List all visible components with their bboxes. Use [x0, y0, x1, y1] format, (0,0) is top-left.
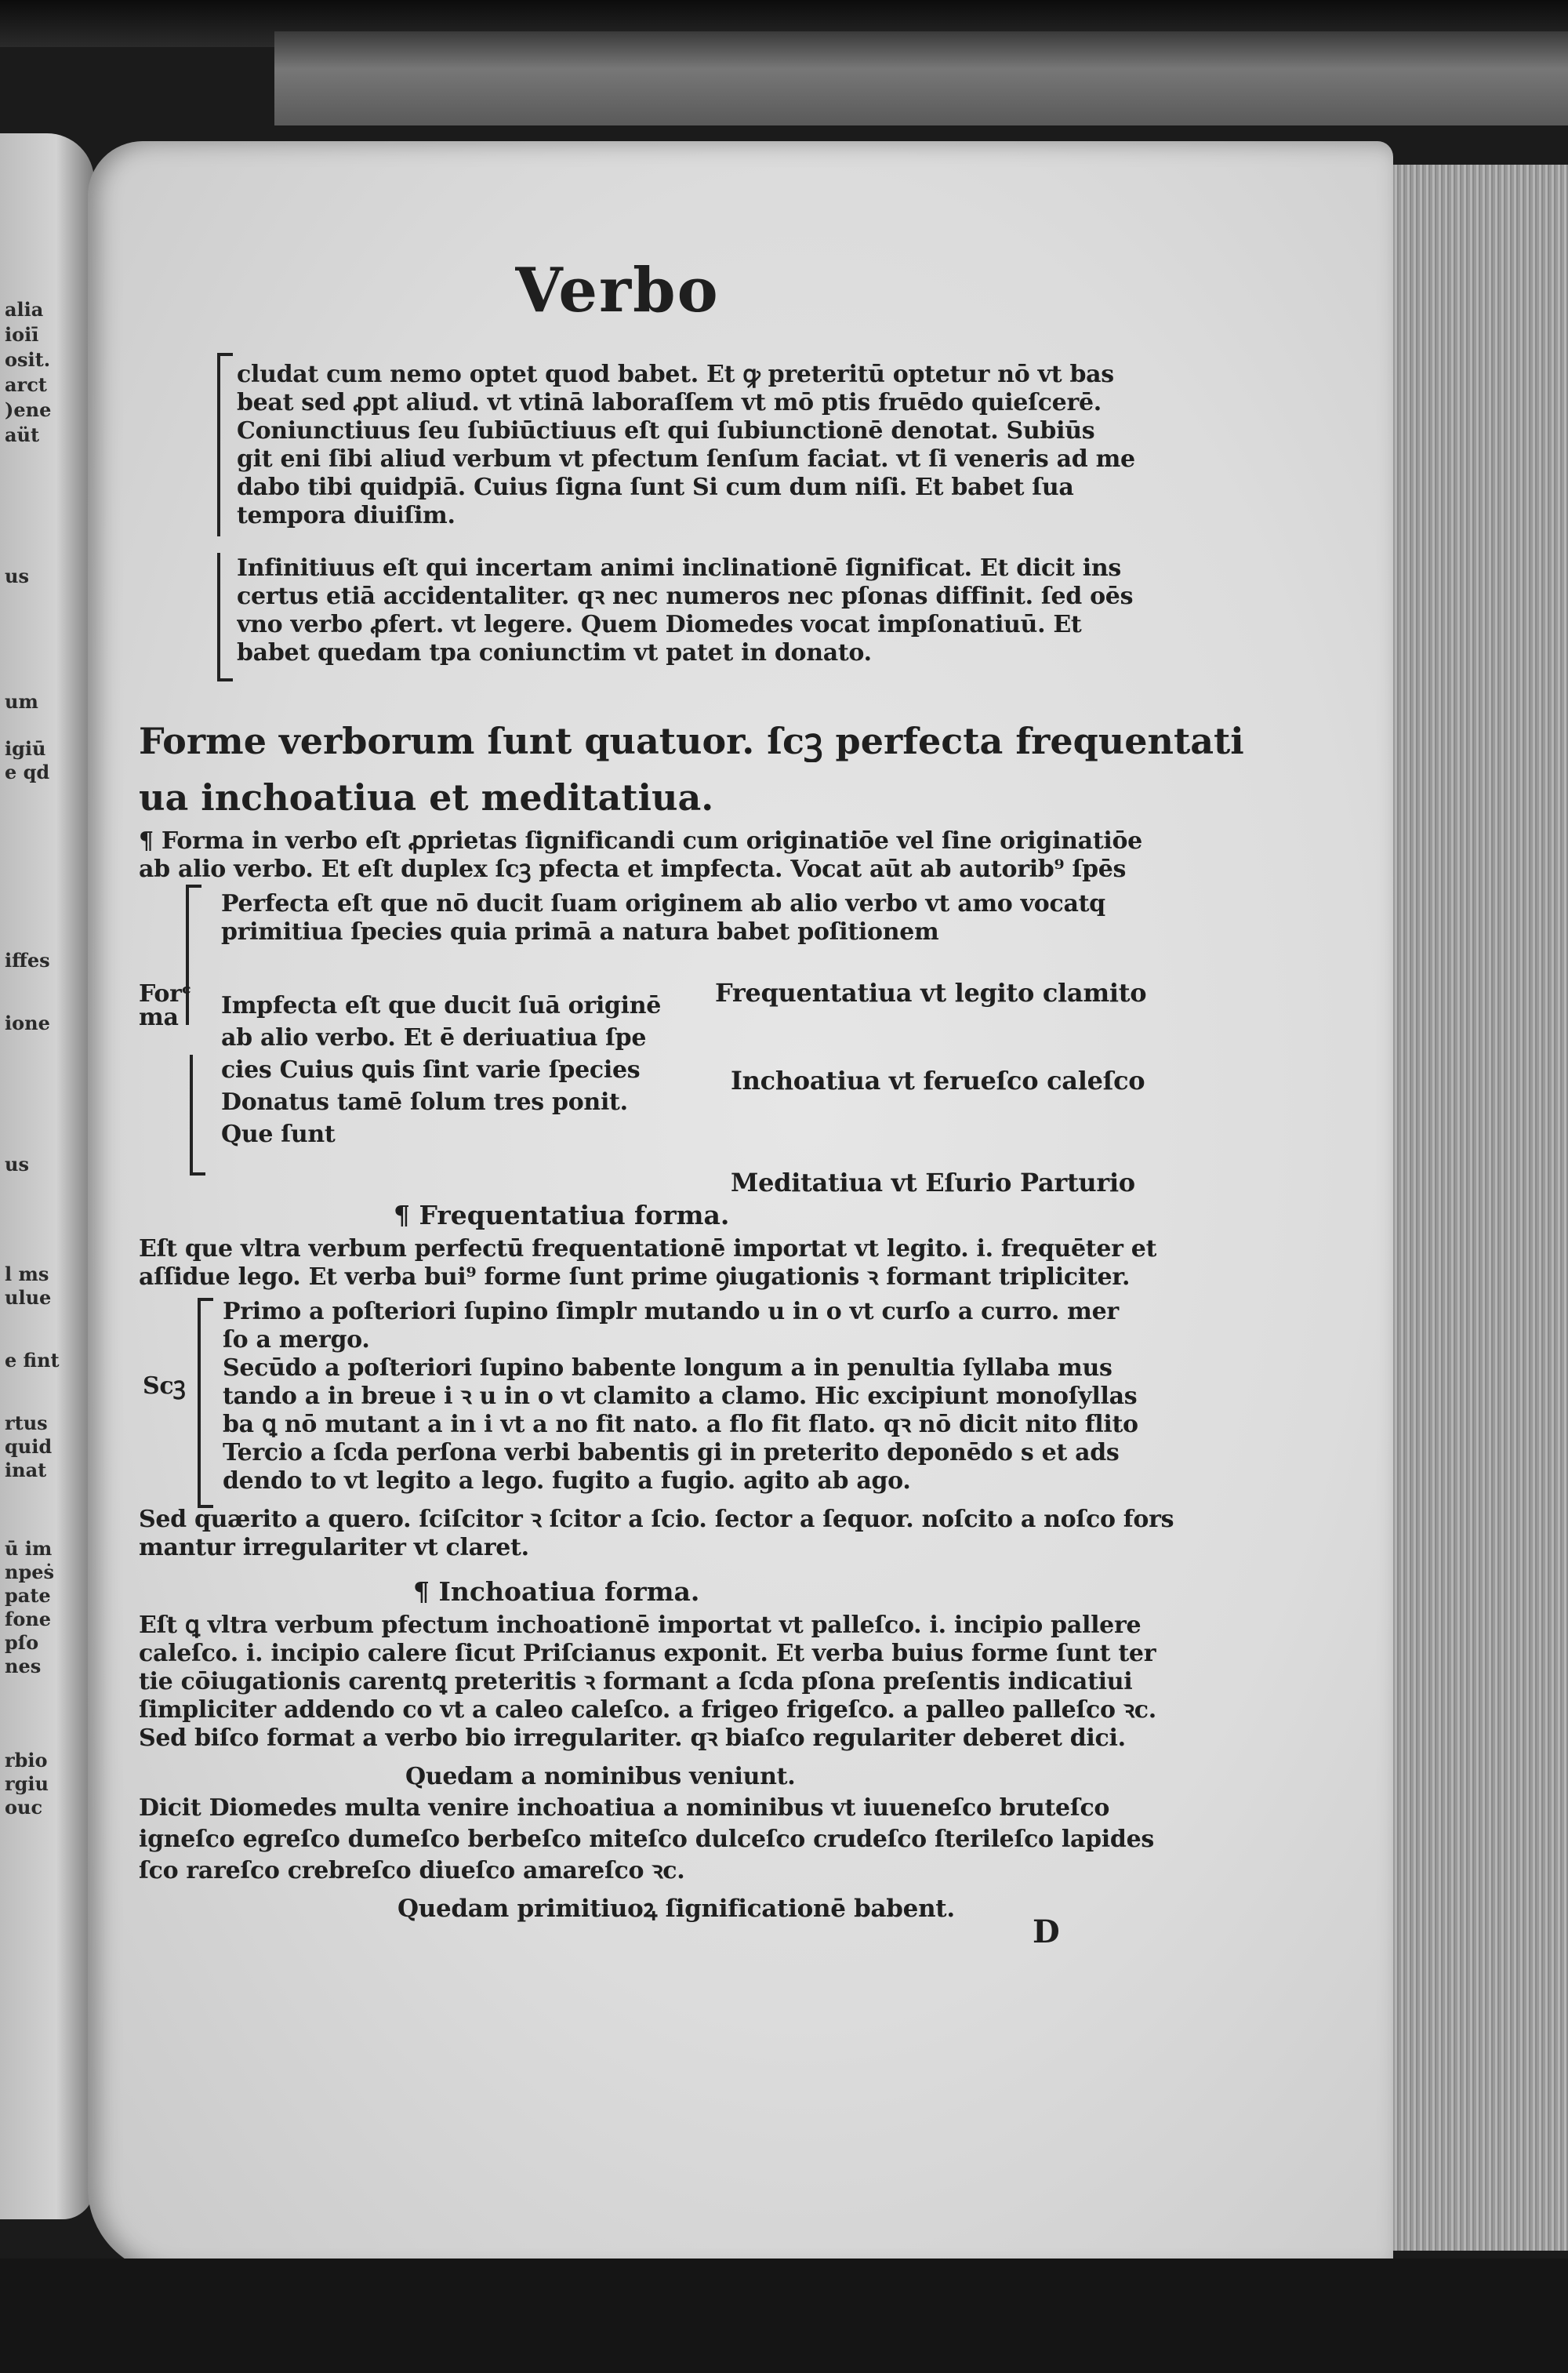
quedam-a-nominibus: Quedam a nominibus veniunt. — [405, 1763, 796, 1790]
impfecta-text — [221, 992, 661, 1153]
impfecta-line: Impfecta eſt que ducit ſuā originē — [221, 992, 662, 1019]
frequentatiua-text — [139, 1235, 1156, 1292]
margin-fragment: ū im — [5, 1537, 53, 1560]
margin-fragment: pſo — [5, 1631, 39, 1654]
block1-line: cludat cum nemo optet quod babet. Et ꝙ preteritū optetur nō vt bas — [237, 361, 1114, 388]
block2-line: babet quedam tpa coniunctim vt patet in donato. — [237, 639, 872, 667]
species-frequentatiua: Frequentatiua vt legito clamito — [715, 979, 1147, 1007]
margin-fragment: iffes — [5, 949, 50, 972]
margin-fragment: rtus — [5, 1412, 48, 1434]
impfecta-line: Donatus tamē ſolum tres ponit. — [221, 1088, 628, 1116]
folio-signature: D — [1033, 1913, 1060, 1950]
freq_tail-line: Sed quærito a quero. ſciſcitor ꝛ ſcitor a ſcio. ſector a ſequor. noſcito a noſco fors — [139, 1506, 1174, 1533]
forme-label: Forᶜ — [139, 980, 192, 1008]
freq_list-line: ba ꝗ nō mutant a in i vt a no fit nato. a flo fit flato. qꝛ nō dicit nito flito — [223, 1411, 1138, 1438]
inchoatiua-rubric: ¶ Inchoatiua forma. — [413, 1576, 700, 1607]
margin-fragment: pate — [5, 1584, 51, 1607]
frequentatiua-tail — [139, 1506, 1174, 1562]
inchoatiua-text — [139, 1612, 1156, 1753]
margin-fragment: e fint — [5, 1349, 60, 1372]
margin-fragment: l ms — [5, 1263, 49, 1285]
freq_list-line: dendo to vt legito a lego. fugito a fugio. agito ab ago. — [223, 1467, 911, 1495]
block1-line: git eni ſibi aliud verbum vt pfectum ſenſum faciat. vt ſi veneris ad me — [237, 445, 1135, 473]
margin-fragment: ioiī — [5, 323, 39, 346]
block2-line: Infinitiuus eſt qui incertam animi inclinationē ſignificat. Et dicit ins — [237, 554, 1121, 582]
perfecta-line: Perfecta eſt que nō ducit ſuam originem ab alio verbo vt amo vocatq — [221, 890, 1105, 918]
margin-fragment: aüt — [5, 423, 40, 446]
block1-line: dabo tibi quidpiā. Cuius ſigna ſunt Si cum dum niſi. Et babet ſua — [237, 474, 1074, 501]
freq-list-bracket — [198, 1298, 213, 1508]
forma-definition — [139, 827, 1142, 884]
margin-fragment: rgiu — [5, 1772, 49, 1795]
frequentatiua-list — [223, 1298, 1138, 1495]
paragraph-imperatiuus — [237, 361, 1135, 530]
quedam-primitiuorum: Quedam primitiuoꝝ ſignificationē babent. — [397, 1895, 955, 1923]
margin-fragment: osit. — [5, 348, 51, 371]
running-head: Verbo — [515, 255, 720, 326]
freq_text-line: Eſt que vltra verbum perfectū frequentationē importat vt legito. i. frequēter et — [139, 1235, 1157, 1263]
forme-label-2: ma — [139, 1004, 179, 1031]
margin-fragment: arct — [5, 373, 47, 396]
margin-fragment: ouc — [5, 1796, 43, 1819]
right-page — [88, 141, 1393, 2274]
impfecta-line: cies Cuius ꝗuis ſint varie ſpecies — [221, 1056, 641, 1084]
perfecta-line: primitiua ſpecies quia primā a natura babet poſitionem — [221, 918, 939, 946]
page-fore-edge — [1380, 165, 1568, 2251]
block1-line: Coniunctiuus ſeu ſubiūctiuus eſt qui ſubiunctionē denotat. Subiūs — [237, 417, 1095, 445]
inch_text-line: tie cōiugationis carentꝗ preteritis ꝛ formant a ſcda pſona preſentis indicatiui — [139, 1668, 1133, 1695]
formae-heading-line-2: ua inchoatiua et meditatiua. — [139, 776, 714, 819]
block2-line: vno verbo ꝓfert. vt legere. Quem Diomedes vocat impſonatiuū. Et — [237, 611, 1082, 638]
formae-heading-line-1: Forme verborum ſunt quatuor. ſcꝫ perfecta frequentati — [139, 720, 1244, 762]
bottom-shadow — [0, 2259, 1568, 2373]
freq_list-line: Tercio a ſcda perſona verbi babentis gi in preterito deponēdo s et ads — [223, 1439, 1120, 1466]
frequentatiua-rubric: ¶ Frequentatiua forma. — [394, 1200, 730, 1230]
freq_tail-line: mantur irregulariter vt claret. — [139, 1534, 529, 1561]
margin-fragment: fone — [5, 1608, 52, 1630]
inch_text-line: Eſt ꝗ vltra verbum pfectum inchoationē importat vt palleſco. i. incipio pallere — [139, 1612, 1142, 1639]
freq_list-line: Secūdo a poſteriori ſupino babente longum a in penultia ſyllaba mus — [223, 1354, 1112, 1382]
diom_text-line: Dicit Diomedes multa venire inchoatiua a nominibus vt iuueneſco bruteſco — [139, 1794, 1110, 1822]
impfecta-bracket — [190, 1055, 205, 1176]
impfecta-line: ab alio verbo. Et ē deriuatiua ſpe — [221, 1024, 647, 1052]
margin-fragment: nes — [5, 1655, 42, 1677]
margin-fragment: ione — [5, 1012, 50, 1034]
inch_text-line: caleſco. i. incipio calere ſicut Priſcianus exponit. Et verba buius forme ſunt ter — [139, 1640, 1156, 1667]
freq_list-line: ſo a mergo. — [223, 1326, 370, 1354]
freq_list-line: Primo a poſteriori ſupino ſimplr mutando u in o vt curſo a curro. mer — [223, 1298, 1119, 1325]
margin-fragment: inat — [5, 1459, 47, 1481]
margin-fragment: us — [5, 1153, 29, 1176]
block2-line: certus etiā accidentaliter. qꝛ nec numeros nec pſonas diffinit. ſed oēs — [237, 583, 1134, 610]
forma_def-line: ab alio verbo. Et eſt duplex ſcꝫ pfecta et impfecta. Vocat aūt ab autorib⁹ ſpēs — [139, 856, 1127, 883]
margin-fragment: alia — [5, 298, 44, 321]
species-inchoatiua: Inchoatiua vt ferueſco caleſco — [731, 1067, 1145, 1095]
inch_text-line: ſimpliciter addendo co vt a caleo caleſco. a frigeo frigeſco. a palleo palleſco ꝛc. — [139, 1696, 1156, 1724]
diomedes-text — [139, 1794, 1154, 1888]
forma_def-line: ¶ Forma in verbo eſt ꝓprietas ſignificandi cum originatiōe vel ſine originatiōe — [139, 827, 1142, 855]
left-page-edge — [0, 133, 94, 2219]
impfecta-line: Que ſunt — [221, 1121, 336, 1148]
margin-fragment: um — [5, 690, 38, 713]
freq_list-line: tando a in breue i ꝛ u in o vt clamito a clamo. Hic excipiunt monoſyllas — [223, 1383, 1138, 1410]
margin-bracket — [217, 353, 233, 536]
margin-fragment: )ene — [5, 398, 52, 421]
perfecta-text — [221, 890, 1105, 947]
scz-label: Scꝫ — [143, 1372, 186, 1400]
block1-line: tempora diuiſim. — [237, 502, 456, 529]
diom_text-line: igneſco egreſco dumeſco berbeſco miteſco dulceſco crudeſco ſterileſco lapides — [139, 1826, 1154, 1853]
diom_text-line: ſco rareſco crebreſco diueſco amareſco ꝛc. — [139, 1857, 685, 1884]
paragraph-infinitiuus — [237, 554, 1133, 667]
species-meditatiua: Meditatiua vt Eſurio Parturio — [731, 1168, 1135, 1197]
margin-fragment: us — [5, 565, 29, 587]
inch_text-line: Sed biſco format a verbo bio irregulariter. qꝛ biaſco regulariter deberet dici. — [139, 1724, 1126, 1752]
margin-fragment: ulue — [5, 1286, 52, 1309]
margin-fragment: e qd — [5, 761, 50, 783]
margin-fragment: quid — [5, 1435, 53, 1458]
book-cover-edge — [274, 31, 1568, 125]
block1-line: beat sed ꝓpt aliud. vt vtinā laboraſſem vt mō ptis fruēdo quieſcerē. — [237, 389, 1102, 416]
margin-bracket-2 — [217, 553, 233, 681]
margin-fragment: igiū — [5, 737, 46, 760]
freq_text-line: aſſidue lego. Et verba bui⁹ forme ſunt prime ꝯiugationis ꝛ formant tripliciter. — [139, 1263, 1131, 1291]
margin-fragment: rbio — [5, 1749, 48, 1772]
margin-fragment: npeṡ — [5, 1561, 55, 1583]
